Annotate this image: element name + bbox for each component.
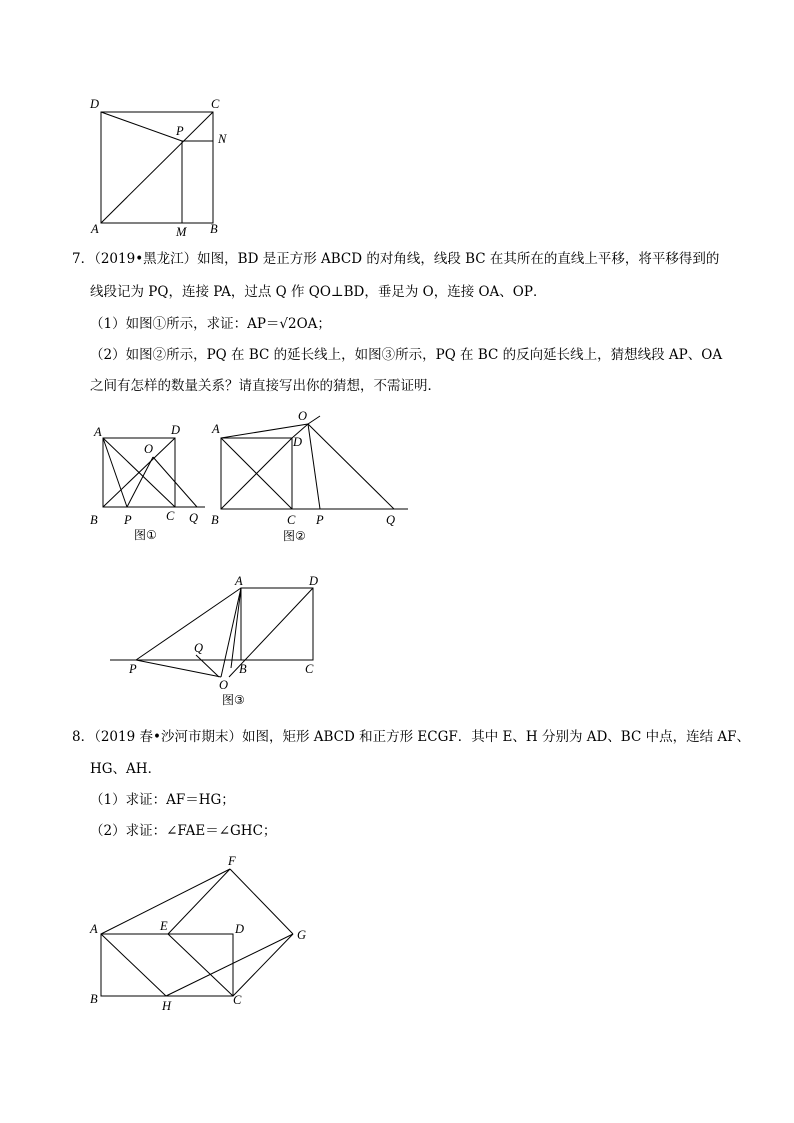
fig2-label: O bbox=[298, 409, 308, 423]
fig4-label: E bbox=[160, 919, 168, 933]
problem8-part2: （2）求证：∠FAE＝∠GHC； bbox=[90, 823, 277, 839]
fig3-label: Q bbox=[194, 641, 204, 655]
fig0-label: A bbox=[91, 222, 99, 236]
fig4-label: H bbox=[162, 999, 172, 1013]
fig2-label: D bbox=[293, 435, 303, 449]
fig1-label: P bbox=[124, 513, 132, 527]
fig4-label: D bbox=[235, 922, 245, 936]
fig4-label: C bbox=[233, 993, 242, 1007]
fig3-label: C bbox=[305, 662, 314, 676]
fig1-label: B bbox=[90, 513, 98, 527]
fig3-label: B bbox=[239, 662, 247, 676]
fig4-label: B bbox=[90, 992, 98, 1006]
fig0-label: N bbox=[218, 132, 227, 146]
fig1-label: C bbox=[166, 509, 175, 523]
problem7-line1: 7．（2019•黑龙江）如图，BD 是正方形 ABCD 的对角线，线段 BC 在其所在的直线上平移，将平移得到的 bbox=[72, 251, 720, 267]
fig0-label: C bbox=[211, 97, 220, 111]
problem7-line2: 线段记为 PQ，连接 PA，过点 Q 作 QO⊥BD，垂足为 O，连接 OA、OP． bbox=[90, 284, 547, 300]
fig4-label: G bbox=[297, 928, 307, 942]
problem8-line1: 8．（2019 春•沙河市期末）如图，矩形 ABCD 和正方形 ECGF．其中 E、H 分别为 AD、BC 中点，连结 AF、 bbox=[72, 729, 751, 745]
fig2-label: A bbox=[212, 422, 220, 436]
fig1-label: D bbox=[171, 423, 181, 437]
figure-2 bbox=[221, 416, 408, 509]
problem7-line3: 之间有怎样的数量关系？请直接写出你的猜想，不需证明． bbox=[90, 378, 441, 394]
problem7-part1: （1）如图①所示，求证：AP＝√2OA； bbox=[90, 316, 331, 332]
figure-rectangle-square bbox=[101, 869, 293, 996]
fig3-label: D bbox=[309, 574, 319, 588]
fig1-label: A bbox=[94, 425, 102, 439]
fig2-label: Q bbox=[386, 513, 396, 527]
fig3-label: O bbox=[219, 678, 229, 692]
fig0-label: P bbox=[176, 124, 184, 138]
fig4-label: F bbox=[228, 854, 236, 868]
fig2-label: B bbox=[211, 513, 219, 527]
fig2-label: P bbox=[316, 513, 324, 527]
fig3-label: A bbox=[235, 574, 243, 588]
fig1-label: O bbox=[144, 442, 154, 456]
figure-1 bbox=[103, 438, 205, 507]
fig1-caption: 图① bbox=[134, 528, 157, 542]
fig1-label: Q bbox=[189, 511, 199, 525]
fig0-label: D bbox=[90, 97, 100, 111]
figure-3 bbox=[110, 588, 313, 677]
figure-square-pmn bbox=[101, 112, 213, 223]
problem8-part1: （1）求证：AF＝HG； bbox=[90, 792, 235, 808]
fig0-label: B bbox=[210, 222, 218, 236]
fig4-label: A bbox=[90, 922, 98, 936]
fig2-label: C bbox=[287, 513, 296, 527]
problem7-part2: （2）如图②所示，PQ 在 BC 的延长线上，如图③所示，PQ 在 BC 的反向延长线上，猜想线段 AP、OA bbox=[90, 347, 723, 363]
fig3-label: P bbox=[129, 662, 137, 676]
fig0-label: M bbox=[176, 225, 187, 239]
fig3-caption: 图③ bbox=[222, 693, 245, 707]
problem8-line2: HG、AH． bbox=[90, 761, 162, 777]
fig2-caption: 图② bbox=[283, 529, 306, 543]
